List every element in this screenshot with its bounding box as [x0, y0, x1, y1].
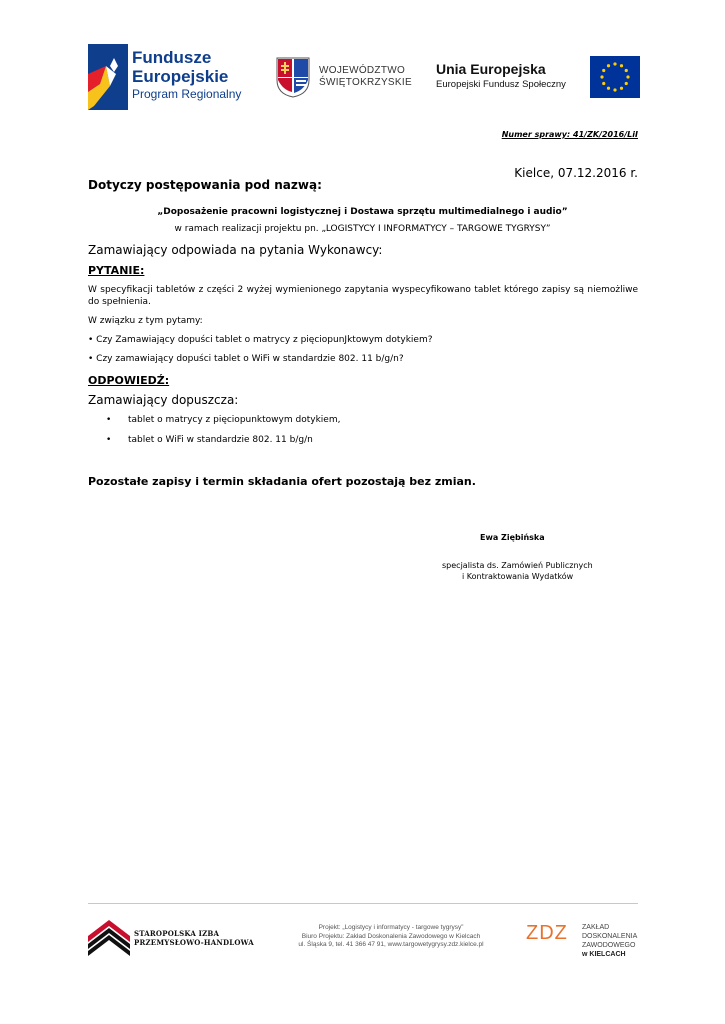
footer-project-line2: Biuro Projektu: Zakład Doskonalenia Zawodowego w Kielcach [301, 932, 481, 940]
eu-star-icon [620, 64, 623, 67]
signer-name: Ewa Ziębińska [480, 533, 545, 542]
signer-role: i Kontraktowania Wydatków [462, 572, 574, 581]
coat-of-arms-icon [275, 56, 311, 98]
footer-project-line3: ul. Śląska 9, tel. 41 366 47 91, www.targowetygrysy.zdz.kielce.pl [298, 941, 484, 948]
date-line: Kielce, 07.12.2016 r. [514, 166, 638, 180]
eu-star-icon [602, 82, 605, 85]
eu-logo-line2: Europejski Fundusz Społeczny [436, 79, 566, 90]
footer-divider [88, 903, 638, 904]
answer-item-text: tablet o WiFi w standardzie 802. 11 b/g/n [128, 435, 313, 445]
answer-item-text: tablet o matrycy z pięciopunktowym dotykiem, [128, 415, 341, 425]
answer-item [106, 435, 313, 445]
question-item: • Czy Zamawiający dopuści tablet o matrycy z pięciopunJktowym dotykiem? [88, 335, 433, 345]
subject-heading: Dotyczy postępowania pod nazwą: [88, 178, 322, 192]
eu-star-icon [602, 69, 605, 72]
fundusze-europejskie-logo [88, 44, 248, 110]
project-title: „Doposażenie pracowni logistycznej i Dostawa sprzętu multimedialnego i audio” [157, 207, 568, 217]
fe-logo-line2: Europejskie [132, 67, 229, 86]
region-logo-line1: WOJEWÓDZTWO [319, 65, 406, 76]
chamber-logo-line1: STAROPOLSKA IZBA [134, 929, 220, 938]
zdz-logo-line4: w KIELCACH [582, 951, 626, 958]
zdz-logo-line2: DOSKONALENIA [582, 933, 638, 940]
bullet-icon: • [106, 435, 112, 445]
zdz-logo-line1: ZAKŁAD [582, 924, 610, 931]
unia-europejska-logo [436, 56, 640, 98]
fe-star-icon [88, 44, 128, 110]
eu-star-icon [625, 82, 628, 85]
chamber-chevron-icon [88, 918, 130, 958]
answer-intro: Zamawiający dopuszcza: [88, 393, 239, 407]
fe-logo-line3: Program Regionalny [132, 87, 242, 101]
eu-star-icon [613, 62, 616, 65]
zdz-logo-line3: ZAWODOWEGO [582, 942, 636, 949]
zdz-logo [526, 918, 641, 958]
eu-flag-icon [590, 56, 640, 98]
region-logo-line2: ŚWIĘTOKRZYSKIE [319, 77, 412, 88]
eu-star-icon [625, 69, 628, 72]
answer-item [106, 415, 340, 425]
swietokrzyskie-logo [275, 56, 410, 98]
question-item: • Czy zamawiający dopuści tablet o WiFi w standardzie 802. 11 b/g/n? [88, 354, 404, 364]
closing-line: Pozostałe zapisy i termin składania ofert pozostają bez zmian. [88, 475, 476, 488]
eu-star-icon [607, 64, 610, 67]
footer-project-line1: Projekt: „Logistycy i informatycy - targowe tygrysy” [318, 924, 464, 931]
signer-role: specjalista ds. Zamówień Publicznych [442, 561, 593, 570]
fe-logo-line1: Fundusze [132, 48, 212, 67]
answer-heading: ODPOWIEDŹ: [88, 374, 170, 387]
project-context: w ramach realizacji projektu pn. „LOGISTYCY I INFORMATYCY – TARGOWE TYGRYSY” [174, 224, 551, 234]
eu-star-icon [600, 75, 603, 78]
eu-star-icon [620, 87, 623, 90]
eu-star-icon [613, 88, 616, 91]
question-heading: PYTANIE: [88, 264, 145, 277]
question-body: W specyfikacji tabletów z części 2 wyżej wymienionego zapytania wyspecyfikowano tablet którego zapisy są niemożliwe do spełnienia. [88, 285, 638, 307]
intro-line: Zamawiający odpowiada na pytania Wykonawcy: [88, 243, 383, 257]
footer-project-info [276, 924, 506, 950]
eu-logo-line1: Unia Europejska [436, 61, 546, 77]
zdz-mark: ZDZ [526, 922, 568, 944]
case-number: Numer sprawy: 41/ZK/2016/LiI [501, 130, 638, 139]
eu-star-icon [626, 75, 629, 78]
question-lead: W związku z tym pytamy: [88, 316, 203, 326]
eu-star-icon [607, 87, 610, 90]
staropolska-izba-logo [88, 918, 263, 958]
chamber-logo-line2: PRZEMYSŁOWO-HANDLOWA [134, 938, 254, 947]
bullet-icon: • [106, 415, 112, 425]
